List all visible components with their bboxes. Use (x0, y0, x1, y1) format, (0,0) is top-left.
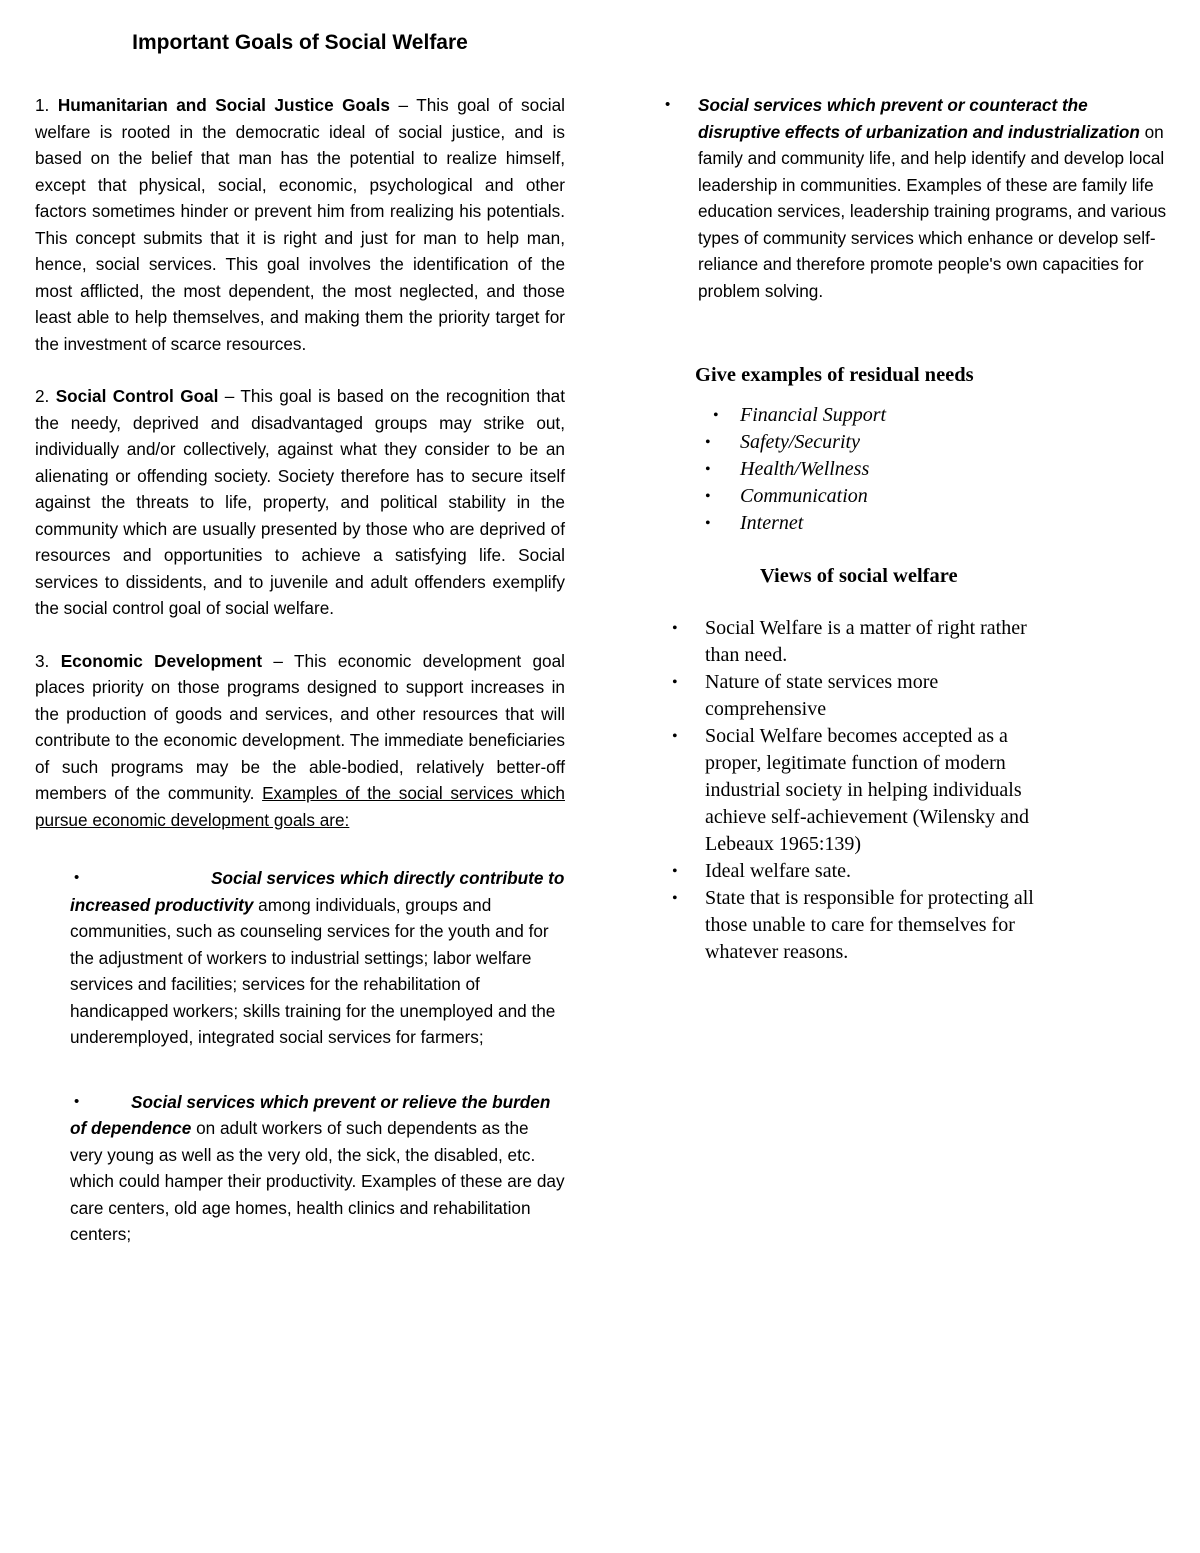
bullet-icon: • (672, 863, 678, 880)
goal-heading: Social Control Goal (55, 386, 219, 406)
bullet-icon: • (705, 488, 711, 505)
bullet-text: on family and community life, and help identify and develop local leadership in communities. Examples of these are family life education services, leadership training programs, and various types of community services which enhance or develop self-reliance and therefore promote people's own capacities for problem solving. (698, 121, 1167, 301)
bullet-icon: • (705, 515, 711, 532)
list-item: • State that is responsible for protecting all those unable to care for themselves for whatever reasons. (672, 887, 1034, 963)
goal-heading: Humanitarian and Social Justice Goals (57, 95, 390, 115)
list-item: • Health/Wellness (665, 456, 1185, 483)
goal-text: – This economic development goal places priority on those programs designed to support increases in the production of goods and services, and other resources that will contribute to the economic development. The immediate beneficiaries of such programs may be the able-bodied, relatively better-off members of the community. (35, 650, 565, 803)
list-item: • Nature of state services more comprehensive (672, 671, 939, 720)
bullet-icon: • (713, 407, 719, 424)
bullet-urbanization (665, 92, 1168, 304)
goal-number: 1. (35, 95, 50, 115)
bullet-dependence (70, 1089, 565, 1248)
bullet-icon: • (672, 890, 678, 907)
list-item: • Social Welfare becomes accepted as a proper, legitimate function of modern industrial society in helping individuals achieve self-achievement (Wilensky and Lebeaux 1965:139) (672, 725, 1030, 855)
examples-intro: Examples of the social services which pursue economic development goals are: (35, 783, 565, 830)
goal-number: 2. (35, 386, 50, 406)
bullet-lead: Social services which directly contribute to increased productivity (70, 868, 565, 915)
bullet-icon: • (705, 434, 711, 451)
residual-needs-list (665, 402, 1185, 537)
goal-social-control (35, 383, 565, 622)
list-item: • Ideal welfare sate. (665, 858, 1045, 885)
goal-economic-development (35, 648, 565, 834)
goal-number: 3. (35, 650, 50, 671)
bullet-icon: • (74, 1092, 80, 1110)
bullet-productivity (70, 865, 565, 1051)
bullet-icon: • (672, 674, 678, 691)
bullet-icon: • (665, 96, 671, 113)
bullet-icon: • (74, 869, 80, 886)
bullet-icon: • (672, 620, 678, 637)
list-item: • Financial Support (665, 402, 1185, 429)
left-column (35, 28, 565, 1248)
list-item: • Safety/Security (665, 429, 1185, 456)
bullet-icon: • (672, 728, 678, 745)
bullet-text: on adult workers of such dependents as the very young as well as the very old, the sick, the disabled, etc. which could hamper their productivity. Examples of these are day care centers, old age homes, health clinics and rehabilitation centers; (70, 1118, 565, 1244)
bullet-lead: Social services which prevent or counteract the disruptive effects of urbanization and industrialization (698, 95, 1140, 142)
list-item: • Internet (665, 510, 1185, 537)
list-item: • Communication (665, 483, 1185, 510)
views-heading: Views of social welfare (760, 565, 958, 587)
goal-text: – This goal is based on the recognition that the needy, deprived and disadvantaged groups may strike out, individually and/or collectively, against what they consider to be an alienating or offending society. Society therefore has to secure itself against the threats to life, property, and political stability in the community which are usually presented by those who are deprived of resources and opportunities to achieve a satisfying life. Social services to dissidents, and to juvenile and adult offenders exemplify the social control goal of social welfare. (35, 386, 565, 618)
bullet-text: among individuals, groups and communities, such as counseling services for the youth and for the adjustment of workers to industrial settings; labor welfare services and facilities; services for the rehabilitation of handicapped workers; skills training for the unemployed and the underemployed, integrated social services for farmers; (70, 894, 556, 1047)
right-column (665, 92, 1185, 966)
bullet-lead: Social services which prevent or relieve the burden of dependence (70, 1091, 551, 1138)
residual-needs-heading: Give examples of residual needs (695, 364, 974, 386)
list-item: • Social Welfare is a matter of right rather than need. (672, 617, 1027, 666)
goal-humanitarian (35, 92, 565, 357)
goal-text: – This goal of social welfare is rooted in the democratic ideal of social justice, and is based on the belief that man has the potential to realize himself, except that physical, social, economic, psychological and other factors sometimes hinder or prevent him from realizing his potentials. This concept submits that it is right and just for man to help man, hence, social services. This goal involves the identification of the most afflicted, the most dependent, the most neglected, and those least able to help themselves, and making them the priority target for the investment of scarce resources. (35, 95, 565, 354)
page-title: Important Goals of Social Welfare (132, 31, 468, 54)
goal-heading: Economic Development (60, 650, 263, 671)
views-list (665, 615, 1185, 966)
bullet-icon: • (705, 461, 711, 478)
